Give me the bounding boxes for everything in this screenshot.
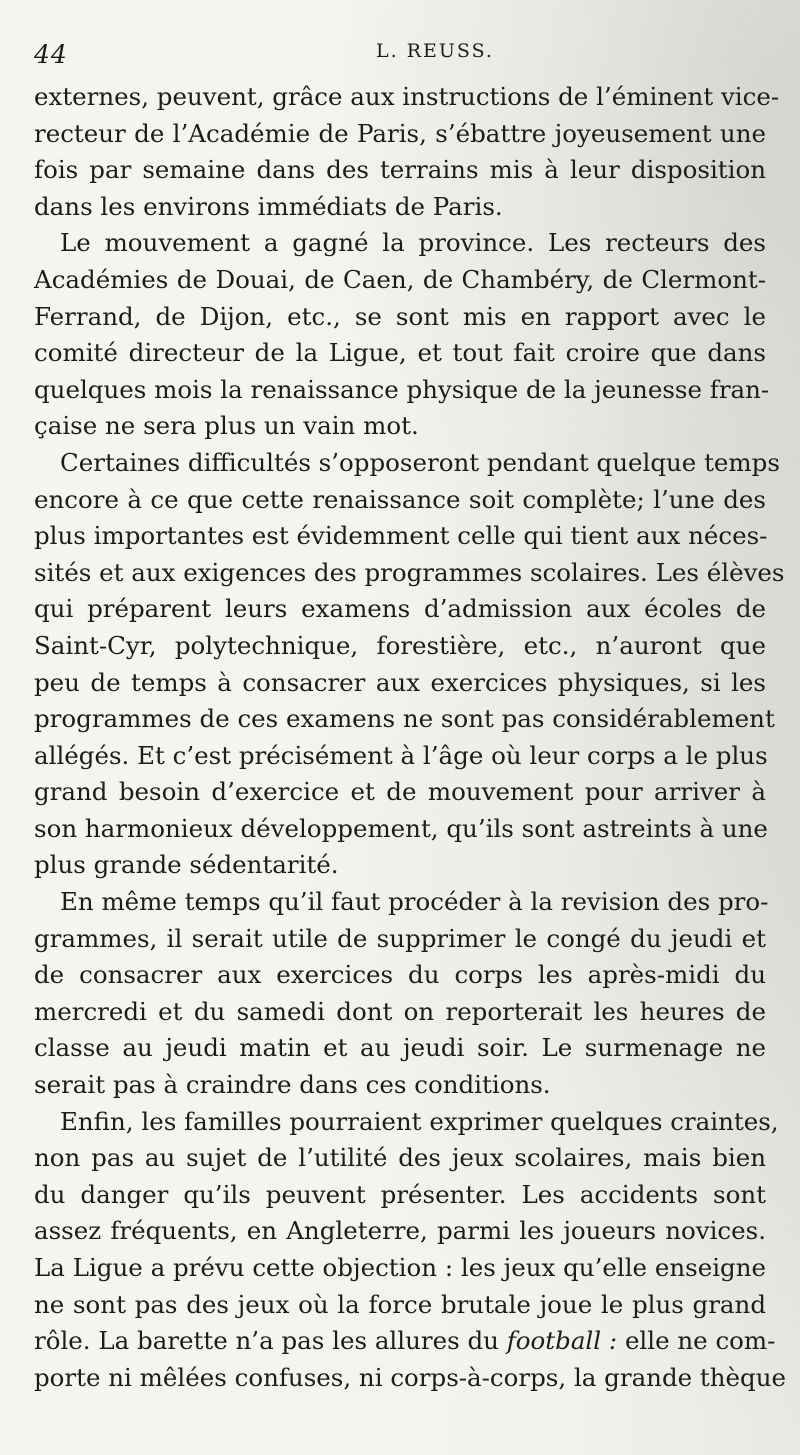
text-line: çaise ne sera plus un vain mot.	[34, 411, 419, 441]
text-line: grand besoin d’exercice et de mouvement pour arriver à	[34, 777, 766, 807]
text-line: grammes, il serait utile de supprimer le congé du jeudi et	[34, 923, 766, 953]
text-line: En même temps qu’il faut procéder à la revision des pro-	[60, 887, 769, 917]
text-line: recteur de l’Académie de Paris, s’ébattre joyeusement une	[34, 118, 766, 148]
text-line: Ferrand, de Dijon, etc., se sont mis en rapport avec le	[34, 301, 766, 331]
text-line: Certaines difficultés s’opposeront pendant quelque temps	[60, 447, 780, 477]
text-line: qui préparent leurs examens d’admission aux écoles de	[34, 594, 766, 624]
text-line: Le mouvement a gagné la province. Les recteurs des	[60, 228, 766, 258]
text-segment: rôle. La barette n’a pas les allures du	[34, 1326, 499, 1356]
text-line: mercredi et du samedi dont on reporterait les heures de	[34, 996, 766, 1026]
text-line: sités et aux exigences des programmes scolaires. Les élèves	[34, 557, 785, 587]
italic-term: football :	[506, 1326, 618, 1356]
text-line: de consacrer aux exercices du corps les après-midi du	[34, 960, 766, 990]
text-line: assez fréquents, en Angleterre, parmi les joueurs novices.	[34, 1216, 766, 1246]
text-line: plus importantes est évidemment celle qui tient aux néces-	[34, 521, 768, 551]
text-line-mixed	[34, 1323, 776, 1360]
body-text	[34, 79, 787, 1396]
text-line: fois par semaine dans des terrains mis à leur disposition	[34, 155, 766, 185]
text-line: Enfin, les familles pourraient exprimer quelques craintes,	[60, 1106, 779, 1136]
text-segment: elle ne com-	[624, 1326, 776, 1356]
text-line: plus grande sédentarité.	[34, 850, 339, 880]
text-line: programmes de ces examens ne sont pas considérablement	[34, 704, 775, 734]
text-line: Saint-Cyr, polytechnique, forestière, etc., n’auront que	[34, 630, 766, 660]
text-line: Académies de Douai, de Caen, de Chambéry, de Clermont-	[34, 264, 766, 294]
text-line: comité directeur de la Ligue, et tout fait croire que dans	[34, 338, 766, 368]
text-line: son harmonieux développement, qu’ils sont astreints à une	[34, 813, 768, 843]
text-line: encore à ce que cette renaissance soit complète; l’une des	[34, 484, 766, 514]
page-header	[34, 34, 764, 68]
text-line: La Ligue a prévu cette objection : les jeux qu’elle enseigne	[34, 1253, 766, 1282]
running-head: L. REUSS.	[376, 40, 494, 62]
text-line: non pas au sujet de l’utilité des jeux scolaires, mais bien	[34, 1143, 766, 1173]
page-number: 44	[34, 40, 68, 69]
text-line: allégés. Et c’est précisément à l’âge où leur corps a le plus	[34, 740, 768, 770]
text-line: peu de temps à consacrer aux exercices physiques, si les	[34, 667, 766, 697]
text-line: quelques mois la renaissance physique de la jeunesse fran-	[34, 374, 770, 404]
text-line: classe au jeudi matin et au jeudi soir. Le surmenage ne	[34, 1033, 766, 1063]
text-line: porte ni mêlées confuses, ni corps-à-corps, la grande thèque	[34, 1362, 787, 1392]
text-line: ne sont pas des jeux où la force brutale joue le plus grand	[34, 1289, 766, 1319]
text-line: externes, peuvent, grâce aux instructions de l’éminent vice-	[34, 82, 780, 111]
text-line: du danger qu’ils peuvent présenter. Les accidents sont	[34, 1179, 766, 1209]
text-line: serait pas à craindre dans ces conditions.	[34, 1070, 551, 1100]
text-line: dans les environs immédiats de Paris.	[34, 191, 503, 221]
